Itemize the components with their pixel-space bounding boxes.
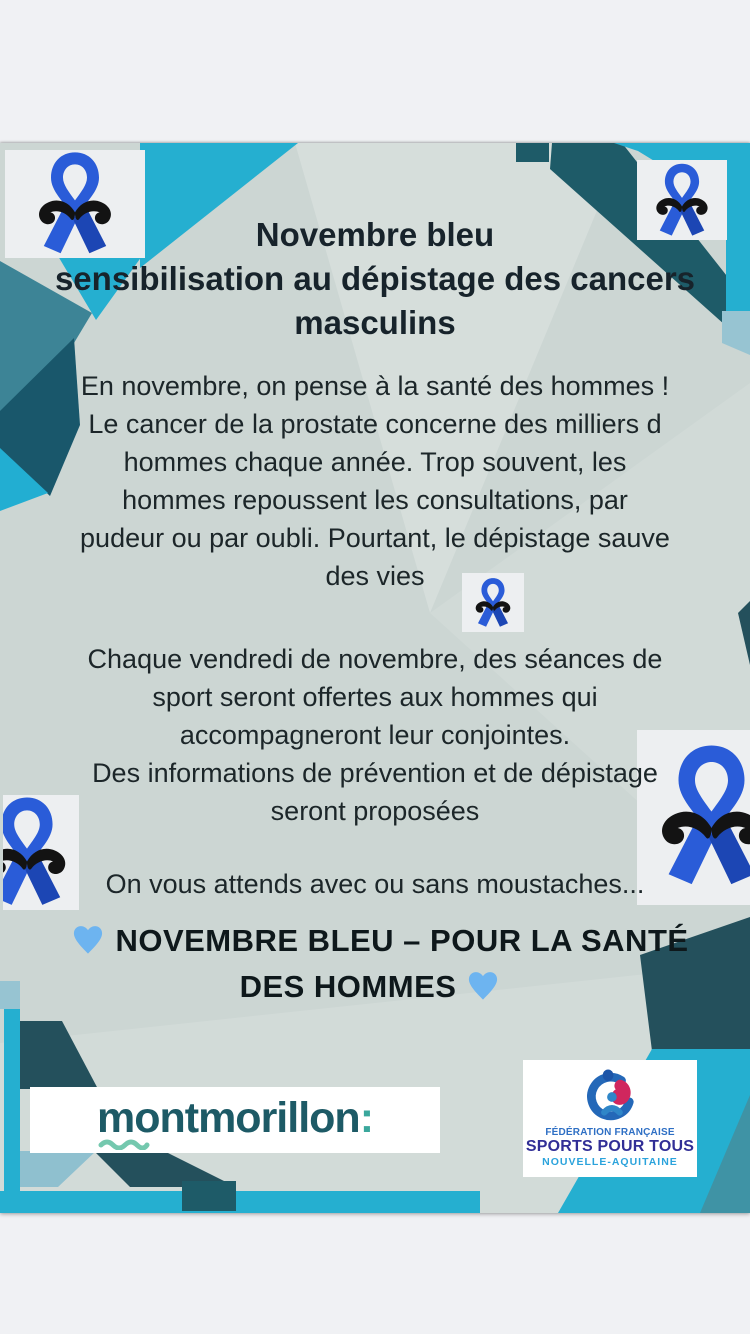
sports-pour-tous-emblem-icon xyxy=(579,1069,641,1125)
poster xyxy=(0,143,750,1213)
nouvelle-aquitaine-text: NOUVELLE-AQUITAINE xyxy=(542,1156,678,1168)
montmorillon-colon: : xyxy=(359,1093,374,1142)
blue-heart-icon xyxy=(71,924,105,955)
banner-text: NOVEMBRE BLEU – POUR LA SANTÉ DES HOMMES xyxy=(115,923,689,1004)
invite-line xyxy=(0,865,750,903)
program-line: Des informations de prévention et de dépistage xyxy=(92,758,658,788)
montmorillon-wordmark xyxy=(96,1093,374,1144)
intro-line: En novembre, on pense à la santé des hommes ! xyxy=(80,371,670,401)
poster-title xyxy=(0,213,750,345)
program-line: sport seront offertes aux hommes qui xyxy=(152,682,598,712)
intro-paragraph xyxy=(0,367,750,595)
title-line: masculins xyxy=(294,304,456,341)
squiggle-icon xyxy=(98,1138,150,1150)
intro-line: hommes chaque année. Trop souvent, les xyxy=(123,447,627,477)
program-line: accompagneront leur conjointes. xyxy=(179,720,571,750)
intro-line: pudeur ou par oubli. Pourtant, le dépistage sauve xyxy=(80,523,670,553)
sports-pour-tous-text: SPORTS POUR TOUS xyxy=(525,1138,695,1155)
program-line: seront proposées xyxy=(270,796,480,826)
title-line: sensibilisation au dépistage des cancers xyxy=(54,260,696,297)
intro-line: des vies xyxy=(325,561,425,591)
sports-pour-tous-logo xyxy=(523,1060,697,1177)
title-line: Novembre bleu xyxy=(255,216,495,253)
montmorillon-text: montmorillon xyxy=(96,1093,360,1142)
federation-francaise-text: FÉDÉRATION FRANÇAISE xyxy=(545,1127,675,1138)
banner xyxy=(35,918,715,1010)
program-paragraph xyxy=(0,640,750,830)
program-line: Chaque vendredi de novembre, des séances de xyxy=(87,644,663,674)
intro-line: hommes repoussent les consultations, par xyxy=(122,485,628,515)
montmorillon-logo xyxy=(30,1087,440,1153)
intro-line: Le cancer de la prostate concerne des milliers d xyxy=(88,409,662,439)
blue-heart-icon xyxy=(466,970,500,1001)
invite-text: On vous attends avec ou sans moustaches... xyxy=(105,869,645,899)
